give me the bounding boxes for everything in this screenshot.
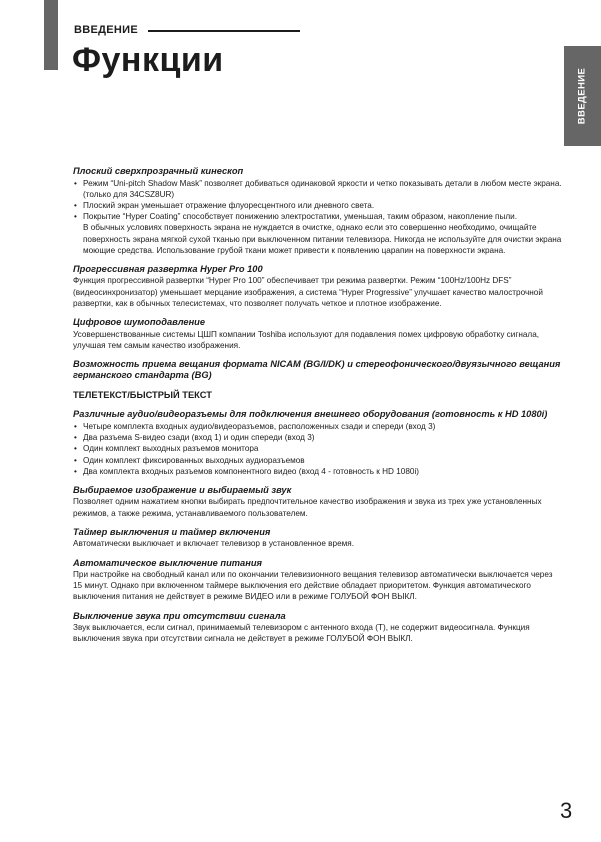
bullet-list [73,178,563,223]
section-noise-reduction [73,317,563,351]
section-text: Позволяет одним нажатием кнопки выбирать предпочтительное качество изображения и звука из трех уже установленных режимов, а также режима, устанавливаемого пользователем. [73,497,542,518]
section-title: Цифровое шумоподавление [73,317,206,328]
section-hyper-pro [73,264,563,309]
bullet-item: • Один комплект фиксированных выходных аудиоразъемов [73,455,563,466]
section-timers [73,527,563,550]
section-text: Функция прогрессивной развертки “Hyper Pro 100” обеспечивает три режима развертки. Режим “100Hz/100Hz DFS” (видеосинхронизатор) уменьшает мерцание изображения, а система “Hyper Progressive” улучшает качество малострочной развертки, как в обычных телесистемах, что позволяет получать четкое и плотное изображение. [73,276,543,308]
side-tab [564,46,601,146]
header-rule [148,30,300,32]
bullet-item: • Покрытие “Hyper Coating” способствует понижению электростатики, уменьшая, таким образом, накопление пыли. [73,211,563,222]
section-title: Выбираемое изображение и выбираемый звук [73,484,292,495]
bullet-item: • Четыре комплекта входных аудио/видеоразъемов, расположенных сзади и спереди (вход 3) [73,421,563,432]
section-text: Звук выключается, если сигнал, принимаемый телевизором с антенного входа (Т), не содержит видеосигнала. Функция выключения звука при отсутствии сигнала не действует в режиме ГОЛУБОЙ ФОН ВЫКЛ. [73,623,530,644]
bullet-item: • Режим “Uni-pitch Shadow Mask” позволяет добиваться одинаковой яркости и четко показывать детали в любом месте экрана. (только для 34CSZ8UR) [73,178,563,200]
bullet-item: • Два комплекта входных разъемов компонентного видео (вход 4 - готовность к HD 1080i) [73,466,563,477]
section-title: Плоский сверхпрозрачный кинескоп [73,166,244,176]
section-nicam [73,359,563,382]
section-auto-power-off [73,558,563,603]
section-title: Автоматическое выключение питания [73,557,262,568]
side-tab-label: ВВЕДЕНИЕ [576,67,588,125]
section-title: Прогрессивная развертка Hyper Pro 100 [73,263,263,274]
section-title: Различные аудио/видеоразъемы для подключения внешнего оборудования (готовность к HD 1080i) [73,409,548,420]
bullet-item: • Один комплект выходных разъемов монитора [73,443,563,454]
section-text: Усовершенствованные системы ЦШП компании Toshiba используют для подавления помех цифровую обработку сигнала, улучшая тем самым качество изображения. [73,329,540,350]
left-accent-bar [44,0,58,70]
section-title: ТЕЛЕТЕКСТ/БЫСТРЫЙ ТЕКСТ [73,389,212,400]
page-number: 3 [560,798,573,823]
section-text: При настройке на свободный канал или по окончании телевизионного вещания телевизор автоматически выключается через 15 минут. Однако при включенном таймере выключения его действие обладает приоритетом. Функция автоматического выключения питания не действует в режиме ВИДЕО или в режиме ГОЛУБОЙ ФОН ВЫКЛ. [73,570,553,602]
main-content [73,166,563,653]
section-title: Выключение звука при отсутствии сигнала [73,610,286,621]
section-label: ВВЕДЕНИЕ [74,24,138,36]
section-picture-sound [73,485,563,519]
page-title: Функции [72,41,224,79]
section-title: Таймер выключения и таймер включения [73,526,271,537]
section-text: Автоматически выключает и включает телевизор в установленное время. [73,539,354,549]
section-av-connectors [73,409,563,477]
section-teletext [73,390,563,402]
section-title: Возможность приема вещания формата NICAM (BG/I/DK) и стереофонического/двуязычного вещания германского стандарта (BG) [73,358,561,381]
bullet-list [73,421,563,477]
section-no-signal-mute [73,611,563,645]
bullet-item: • Плоский экран уменьшает отражение флуоресцентного или дневного света. [73,200,563,211]
bullet-item: • Два разъема S-видео сзади (вход 1) и один спереди (вход 3) [73,432,563,443]
cleaning-note: В обычных условиях поверхность экрана не нуждается в очистке, однако если это совершенно необходимо, очищайте поверхность экрана мягкой сухой тканью при выключенном питании телевизора. Никогда не используйте для очистки экрана моющие средства. Использование грубой ткани может привести к появлению царапин на поверхности экрана. [83,223,562,255]
section-flat-screen [73,166,563,256]
